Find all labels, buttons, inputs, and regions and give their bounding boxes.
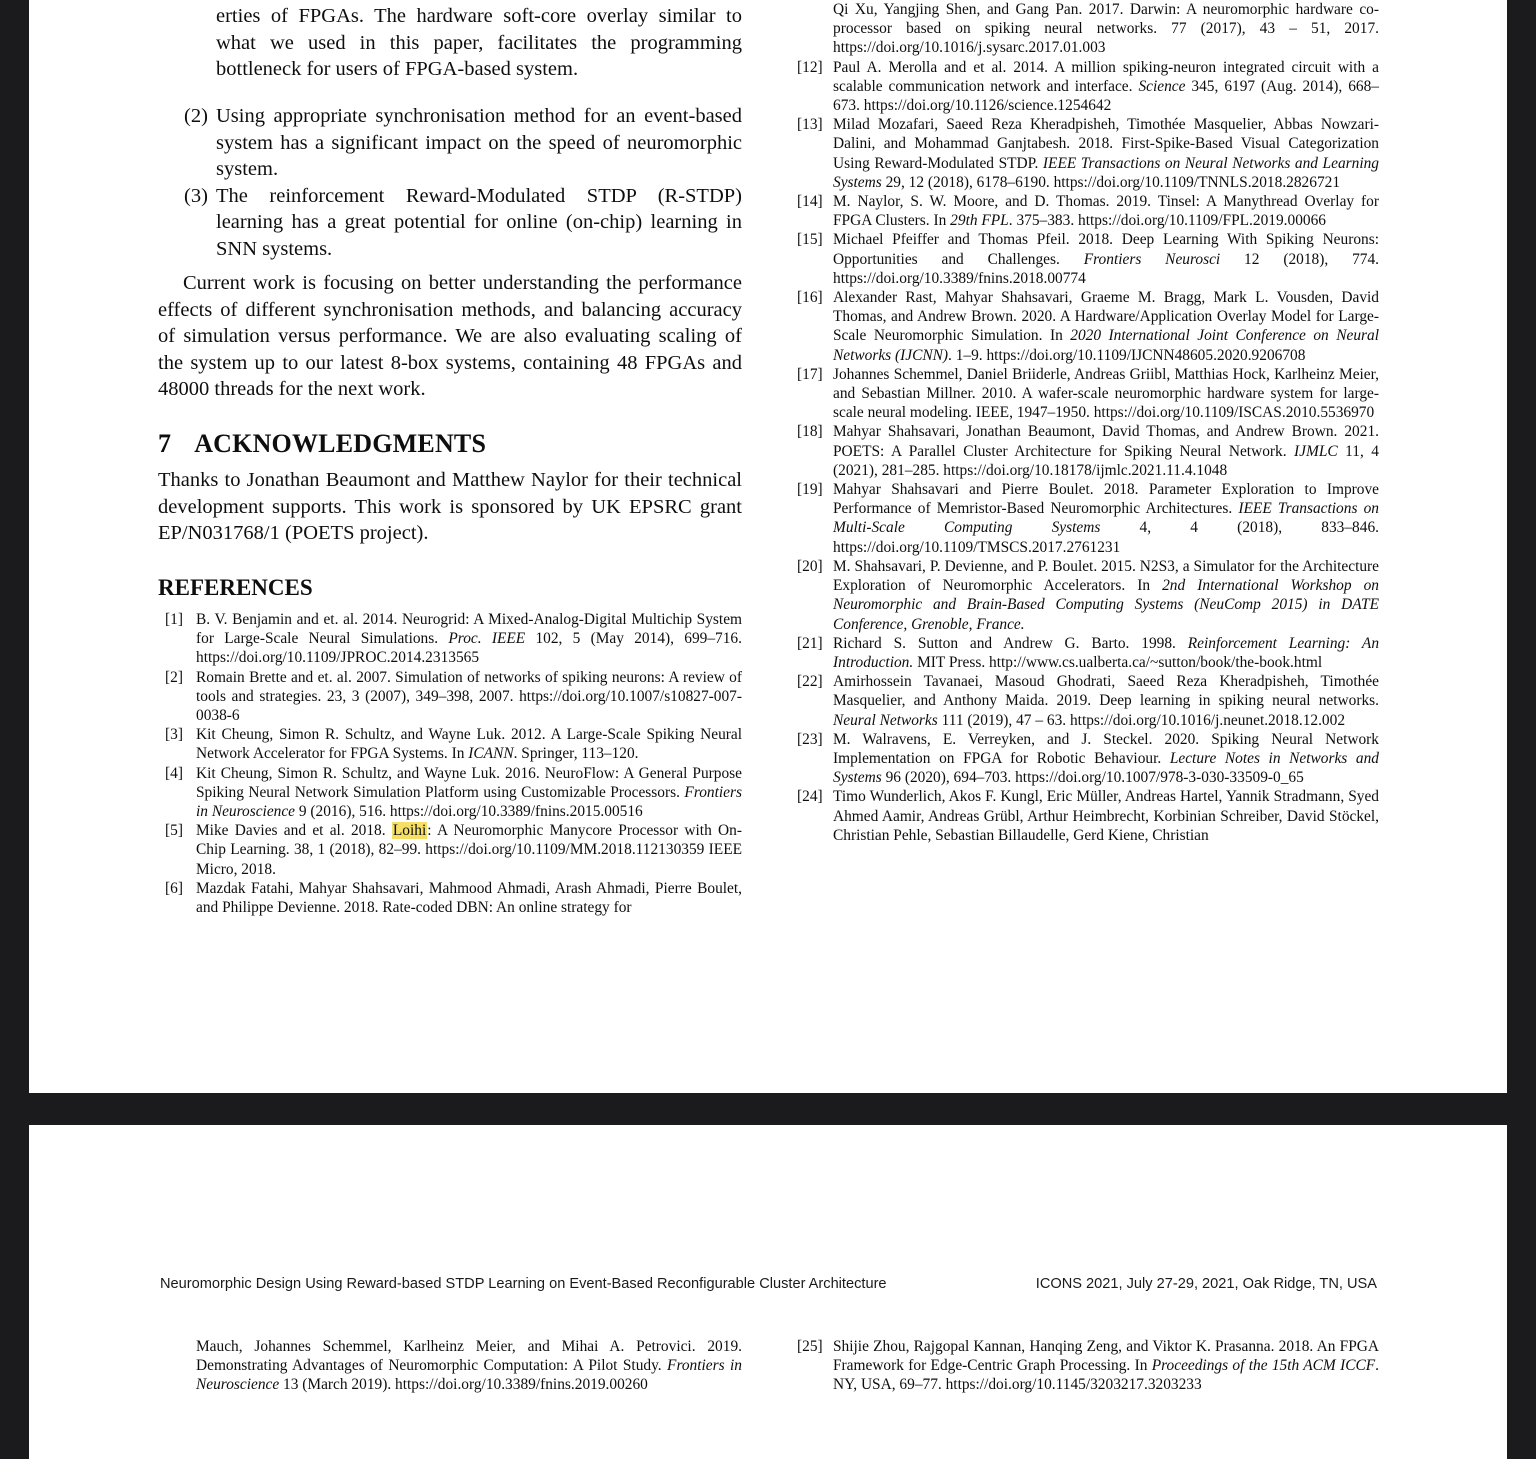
reference-2	[158, 668, 742, 726]
reference-17-text: Johannes Schemmel, Daniel Briiderle, Andreas Griibl, Matthias Hock, Karlheinz Meier, and Sebastian Millner. 2010. A wafer-scale neuromorphic hardware system for large-scale neural modeling. IEEE, 1947–1950. https://doi.org/10.1109/ISCAS.2010.5536970	[833, 365, 1379, 422]
reference-18	[795, 422, 1379, 480]
list-item-3-number: (3)	[184, 184, 208, 207]
reference-2-number: [2]	[165, 668, 183, 686]
reference-25-text: Shijie Zhou, Rajgopal Kannan, Hanqing Zeng, and Viktor K. Prasanna. 2018. An FPGA Framework for Edge-Centric Graph Processing. In Proceedings of the 15th ACM ICCF. NY, USA, 69–77. https://doi.org/10.1145/3203217.3203233	[833, 1338, 1379, 1394]
reference-4-text: Kit Cheung, Simon R. Schultz, and Wayne Luk. 2016. NeuroFlow: A General Purpose Spiking Neural Network Simulation Platform using Customizable Processors. Frontiers in Neuroscience 9 (2016), 516. https://doi.org/10.3389/fnins.2015.00516	[196, 764, 742, 821]
reference-21-text: Richard S. Sutton and Andrew G. Barto. 1998. Reinforcement Learning: An Introduction. MIT Press. http://www.cs.ualberta.ca/~sutton/book/the-book.html	[833, 634, 1380, 671]
list-item-3-text: The reinforcement Reward-Modulated STDP (R-STDP) learning has a great potential for online (on-chip) learning in SNN systems.	[216, 184, 742, 260]
reference-4	[158, 764, 742, 822]
list-item-3	[158, 183, 742, 263]
reference-3-number: [3]	[165, 726, 183, 744]
page1-right-column	[795, 0, 1379, 845]
reference-15-text: Michael Pfeiffer and Thomas Pfeil. 2018. Deep Learning With Spiking Neurons: Opportunities and Challenges. Frontiers Neurosci 12 (2018), 774. https://doi.org/10.3389/fnins.2018.00774	[833, 231, 1380, 287]
reference-6-number: [6]	[165, 879, 183, 897]
reference-14	[795, 192, 1379, 230]
reference-16	[795, 288, 1379, 365]
page1-left-column	[158, 0, 742, 917]
reference-1	[158, 610, 742, 668]
running-head-title: Neuromorphic Design Using Reward-based STDP Learning on Event-Based Reconfigurable Cluster Architecture	[160, 1276, 887, 1292]
reference-24-text: Timo Wunderlich, Akos F. Kungl, Eric Müller, Andreas Hartel, Yannik Stradmann, Syed Ahmed Aamir, Andreas Grübl, Arthur Heimbrecht, Korbinian Schreiber, David Stöckel, Christian Pehle, Sebastian Billaudelle, Gerd Kiene, Christian	[833, 788, 1379, 844]
reference-19-number: [19]	[797, 481, 823, 499]
acknowledgments-text: Thanks to Jonathan Beaumont and Matthew Naylor for their technical development supports. This work is sponsored by UK EPSRC grant EP/N031768/1 (POETS project).	[158, 469, 742, 544]
reference-4-number: [4]	[165, 764, 183, 782]
reference-20-number: [20]	[797, 557, 823, 575]
reference-5	[158, 821, 742, 879]
reference-24	[795, 787, 1379, 845]
list-item-2-number: (2)	[184, 105, 208, 127]
reference-14-text: M. Naylor, S. W. Moore, and D. Thomas. 2019. Tinsel: A Manythread Overlay for FPGA Clusters. In 29th FPL. 375–383. https://doi.org/10.1109/FPL.2019.00066	[833, 193, 1379, 230]
reference-16-number: [16]	[797, 289, 823, 307]
page2-left-column	[158, 1337, 742, 1395]
reference-5-number: [5]	[165, 822, 183, 840]
reference-12-number: [12]	[797, 58, 823, 76]
reference-14-number: [14]	[797, 193, 823, 211]
pdf-page-2	[29, 1125, 1507, 1459]
page-gap	[0, 1093, 1536, 1125]
acknowledgments-heading	[158, 428, 742, 458]
reference-3-text: Kit Cheung, Simon R. Schultz, and Wayne Luk. 2012. A Large-Scale Spiking Neural Network Accelerator for FPGA Systems. In ICANN. Springer, 113–120.	[196, 726, 742, 763]
reference-20-text: M. Shahsavari, P. Devienne, and P. Boulet. 2015. N2S3, a Simulator for the Architecture Exploration of Neuromorphic Accelerators. In 2nd International Workshop on Neuromorphic and Brain-Based Computing Systems (NeuComp 2015) in DATE Conference, Grenoble, France.	[833, 557, 1379, 633]
reference-12-text: Paul A. Merolla and et al. 2014. A million spiking-neuron integrated circuit with a scalable communication network and interface. Science 345, 6197 (Aug. 2014), 668–673. https://doi.org/10.1126/science.1254642	[833, 58, 1379, 115]
reference-19-text: Mahyar Shahsavari and Pierre Boulet. 2018. Parameter Exploration to Improve Performance of Memristor-Based Neuromorphic Architectures. IEEE Transactions on Multi-Scale Computing Systems 4, 4 (2018), 833–846. https://doi.org/10.1109/TMSCS.2017.2761231	[833, 481, 1380, 556]
list-item-2	[158, 103, 742, 183]
reference-17	[795, 365, 1379, 423]
reference-11-continuation: Qi Xu, Yangjing Shen, and Gang Pan. 2017. Darwin: A neuromorphic hardware co-processor based on spiking neural networks. 77 (2017), 43 – 51, 2017. https://doi.org/10.1016/j.sysarc.2017.01.003	[833, 1, 1379, 57]
section-number: 7	[158, 428, 172, 458]
reference-23-text: M. Walravens, E. Verreyken, and J. Steckel. 2020. Spiking Neural Network Implementation on FPGA for Robotic Behaviour. Lecture Notes in Networks and Systems 96 (2020), 694–703. https://doi.org/10.1007/978-3-030-33509-0_65	[833, 730, 1379, 787]
reference-22-number: [22]	[797, 673, 823, 691]
reference-18-number: [18]	[797, 423, 823, 441]
reference-16-text: Alexander Rast, Mahyar Shahsavari, Graeme M. Bragg, Mark L. Vousden, David Thomas, and Andrew Brown. 2020. A Hardware/Application Overlay Model for Large-Scale Neuromorphic Simulation. In 2020 International Joint Conference on Neural Networks (IJCNN). 1–9. https://doi.org/10.1109/IJCNN48605.2020.9206708	[833, 289, 1379, 364]
reference-24-continuation: Mauch, Johannes Schemmel, Karlheinz Meier, and Mihai A. Petrovici. 2019. Demonstrating Advantages of Neuromorphic Computation: A Pilot Study. Frontiers in Neuroscience 13 (March 2019). https://doi.org/10.3389/fnins.2019.00260	[196, 1338, 742, 1394]
current-work-paragraph: Current work is focusing on better understanding the performance effects of different synchronisation methods, and balancing accuracy of simulation versus performance. We are also evaluating scaling of the system up to our latest 8-box systems, containing 48 FPGAs and 48000 threads for the next work.	[158, 272, 742, 400]
reference-1-text: B. V. Benjamin and et. al. 2014. Neurogrid: A Mixed-Analog-Digital Multichip System for Large-Scale Neural Simulations. Proc. IEEE 102, 5 (May 2014), 699–716. https://doi.org/10.1109/JPROC.2014.2313565	[196, 611, 742, 667]
reference-22-text: Amirhossein Tavanaei, Masoud Ghodrati, Saeed Reza Kheradpisheh, Timothée Masquelier, and Anthony Maida. 2019. Deep learning in spiking neural networks. Neural Networks 111 (2019), 47 – 63. https://doi.org/10.1016/j.neunet.2018.12.002	[833, 673, 1379, 729]
reference-20	[795, 557, 1379, 634]
section-title: ACKNOWLEDGMENTS	[194, 428, 487, 458]
references-heading: REFERENCES	[158, 574, 313, 600]
reference-23-number: [23]	[797, 730, 823, 748]
reference-13	[795, 115, 1379, 192]
reference-21-number: [21]	[797, 634, 823, 652]
page2-right-column	[795, 1337, 1379, 1395]
reference-22	[795, 672, 1379, 730]
reference-19	[795, 480, 1379, 557]
reference-1-number: [1]	[165, 611, 183, 628]
reference-6-text: Mazdak Fatahi, Mahyar Shahsavari, Mahmood Ahmadi, Arash Ahmadi, Pierre Boulet, and Philippe Devienne. 2018. Rate-coded DBN: An online strategy for	[196, 879, 742, 917]
reference-13-text: Milad Mozafari, Saeed Reza Kheradpisheh, Timothée Masquelier, Abbas Nowzari-Dalini, and Mohammad Ganjtabesh. 2018. First-Spike-Based Visual Categorization Using Reward-Modulated STDP. IEEE Transactions on Neural Networks and Learning Systems 29, 12 (2018), 6178–6190. https://doi.org/10.1109/TNNLS.2018.2826721	[833, 116, 1379, 191]
reference-23	[795, 730, 1379, 788]
list-item-2-text: Using appropriate synchronisation method for an event-based system has a significant impact on the speed of neuromorphic system.	[216, 105, 742, 180]
reference-25	[795, 1337, 1379, 1395]
reference-15-number: [15]	[797, 231, 823, 249]
reference-13-number: [13]	[797, 116, 823, 134]
reference-21	[795, 634, 1379, 672]
reference-15	[795, 230, 1379, 288]
reference-3	[158, 725, 742, 763]
reference-17-number: [17]	[797, 365, 823, 383]
reference-18-text: Mahyar Shahsavari, Jonathan Beaumont, David Thomas, and Andrew Brown. 2021. POETS: A Parallel Cluster Architecture for Spiking Neural Network. IJMLC 11, 4 (2021), 281–285. https://doi.org/10.18178/ijmlc.2021.11.4.1048	[833, 423, 1379, 479]
list-item-1-continuation: erties of FPGAs. The hardware soft-core overlay similar to what we used in this paper, facilitates the programming bottleneck for users of FPGA-based system.	[216, 5, 742, 80]
reference-5-text: Mike Davies and et al. 2018. Loihi: A Neuromorphic Manycore Processor with On-Chip Learning. 38, 1 (2018), 82–99. https://doi.org/10.1109/MM.2018.112130359 IEEE Micro, 2018.	[196, 822, 742, 878]
references-list-left	[158, 610, 742, 917]
reference-2-text: Romain Brette and et. al. 2007. Simulation of networks of spiking neurons: A review of tools and strategies. 23, 3 (2007), 349–398, 2007. https://doi.org/10.1007/s10827-007-0038-6	[196, 668, 742, 725]
reference-24-number: [24]	[797, 788, 823, 806]
reference-6	[158, 879, 742, 917]
pdf-page-1	[29, 0, 1507, 1093]
reference-12	[795, 58, 1379, 116]
reference-25-number: [25]	[797, 1338, 823, 1355]
running-head-conference: ICONS 2021, July 27-29, 2021, Oak Ridge, TN, USA	[1035, 1276, 1377, 1292]
